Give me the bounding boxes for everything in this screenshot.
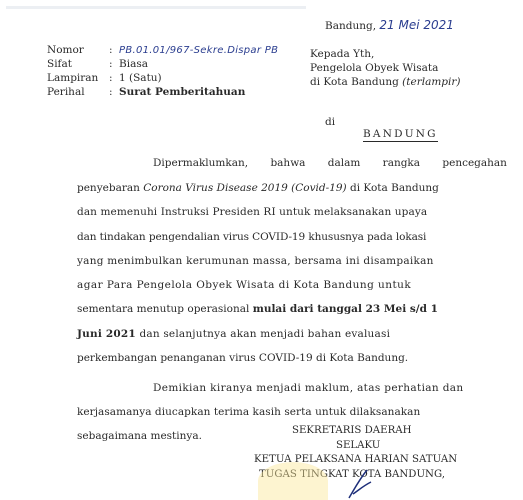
perihal-value: Surat Pemberitahuan [119,86,246,98]
nomor-value: PB.01.01/967-Sekre.Dispar PB [119,45,279,56]
signature-line-1: SEKRETARIS DAERAH [292,425,412,436]
p1-line-4: dan tindakan pengendalian virus COVID-19 khususnya pada lokasi [77,231,427,243]
p1-line-2 [77,182,507,194]
p1-word-1: Dipermaklumkan, [153,157,249,169]
sifat-colon: : [109,58,113,70]
perihal-label: Perihal [47,86,85,98]
signature-mark [345,468,375,500]
p1-line-2-virus: Corona Virus Disease 2019 (Covid-19) [143,182,347,194]
official-stamp [258,462,328,500]
p1-word-2: bahwa [270,157,306,169]
nomor-label: Nomor [47,44,84,56]
recipient-line-2: Pengelola Obyek Wisata [310,62,439,74]
nomor-colon: : [109,44,113,56]
scan-artifact [6,6,306,9]
city-date-prefix: Bandung, [325,20,377,32]
sifat-label: Sifat [47,58,72,70]
signature-line-3: KETUA PELAKSANA HARIAN SATUAN [254,454,458,465]
di-label: di [325,116,336,128]
destination-city-text: BANDUNG [363,128,438,140]
recipient-line-1: Kepada Yth, [310,48,375,60]
p1-line-7-dates: mulai dari tanggal 23 Mei s/d 1 [252,303,438,315]
p1-word-3: dalam [327,157,361,169]
p1-line-2-c: di Kota Bandung [346,182,439,194]
signature-line-2: SELAKU [336,440,381,451]
p1-word-5: pencegahan [442,157,507,169]
p1-line-6: agar Para Pengelola Obyek Wisata di Kota Bandung untuk [77,279,412,291]
p1-line-3: dan memenuhi Instruksi Presiden RI untuk melaksanakan upaya [77,206,428,218]
recipient-line-3 [310,76,461,88]
recipient-city: di Kota Bandung [310,76,399,88]
perihal-colon: : [109,86,113,98]
p1-line-9: perkembangan penanganan virus COVID-19 di Kota Bandung. [77,352,409,364]
p1-line-8 [77,328,507,340]
p2-line-1: Demikian kiranya menjadi maklum, atas perhatian dan [153,382,464,394]
destination-city [363,128,438,140]
recipient-note: (terlampir) [402,76,461,88]
p1-line-2-a: penyebaran [77,182,144,194]
p1-line-8-b: dan selanjutnya akan menjadi bahan evaluasi [135,328,391,340]
sifat-value: Biasa [119,58,148,70]
p1-line-7 [77,303,507,315]
p1-line-1 [153,157,507,169]
p2-line-2: kerjasamanya diucapkan terima kasih serta untuk dilaksanakan [77,406,421,418]
p1-line-8-date: Juni 2021 [77,328,136,340]
lampiran-label: Lampiran [47,72,99,84]
p1-word-4: rangka [382,157,421,169]
lampiran-colon: : [109,72,113,84]
p1-line-7-a: sementara menutup operasional [77,303,253,315]
lampiran-value: 1 (Satu) [119,72,162,84]
p1-line-5: yang menimbulkan kerumunan massa, bersama ini disampaikan [77,255,434,267]
signature-line-4: TUGAS TINGKAT KOTA BANDUNG, [259,469,445,480]
handwritten-date: 21 Mei 2021 [379,18,454,32]
p2-line-3: sebagaimana mestinya. [77,430,202,442]
date-line [325,18,454,32]
